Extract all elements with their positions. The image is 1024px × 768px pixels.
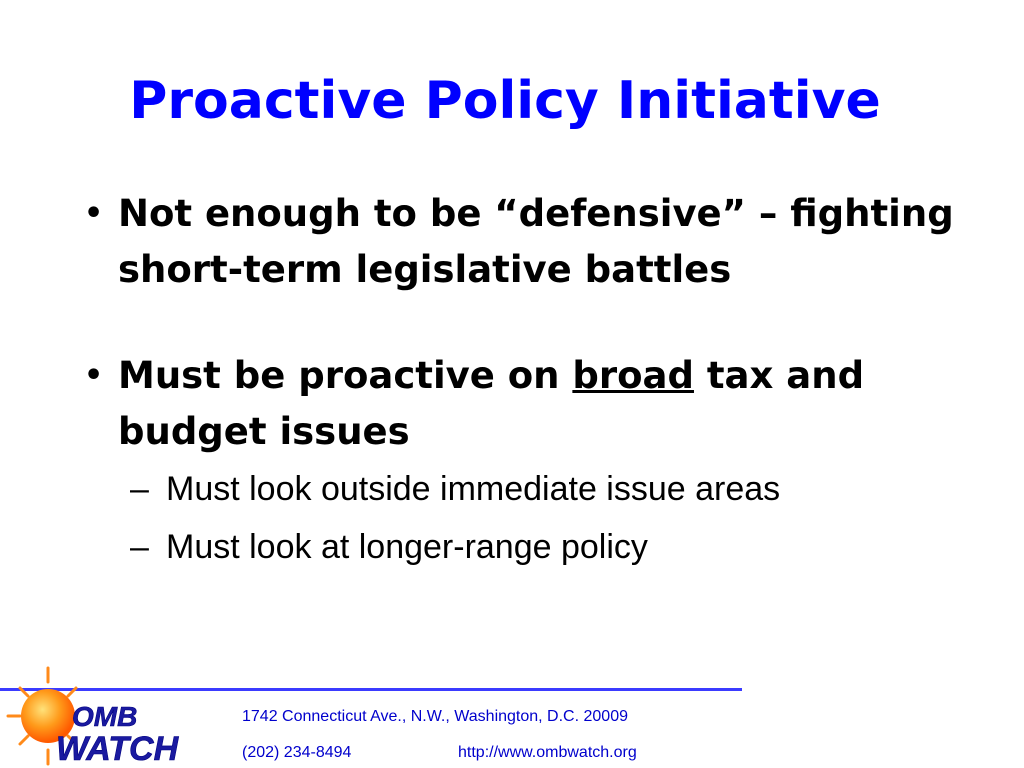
sub-bullet-item xyxy=(84,518,984,576)
svg-text:OMB: OMB xyxy=(72,701,138,732)
dash-icon: – xyxy=(130,470,149,508)
bullet-icon: • xyxy=(84,358,104,393)
slide-title: Proactive Policy Initiative xyxy=(129,71,881,131)
bullet-item xyxy=(84,186,984,298)
footer-phone: (202) 234-8494 xyxy=(242,744,352,761)
bullet-list xyxy=(84,186,984,576)
sub-bullet-text: Must look at longer-range policy xyxy=(166,528,648,566)
footer-url[interactable]: http://www.ombwatch.org xyxy=(458,744,637,761)
bullet-text xyxy=(118,354,864,453)
bullet-text: Not enough to be “defensive” – fighting short-term legislative battles xyxy=(118,192,954,291)
footer-address: 1742 Connecticut Ave., N.W., Washington, D.C. 20009 xyxy=(242,708,628,725)
emphasis-text: broad xyxy=(572,354,694,397)
dash-icon: – xyxy=(130,528,149,566)
sub-bullet-item xyxy=(84,460,984,518)
bullet-icon: • xyxy=(84,196,104,231)
bullet-text-start: Must be proactive on xyxy=(118,354,573,397)
svg-text:WATCH: WATCH xyxy=(56,730,179,768)
sub-bullet-text: Must look outside immediate issue areas xyxy=(166,470,781,508)
bullet-item xyxy=(84,348,984,460)
bullet-text-end: tax and budget issues xyxy=(118,354,865,453)
omb-watch-logo xyxy=(0,664,240,768)
